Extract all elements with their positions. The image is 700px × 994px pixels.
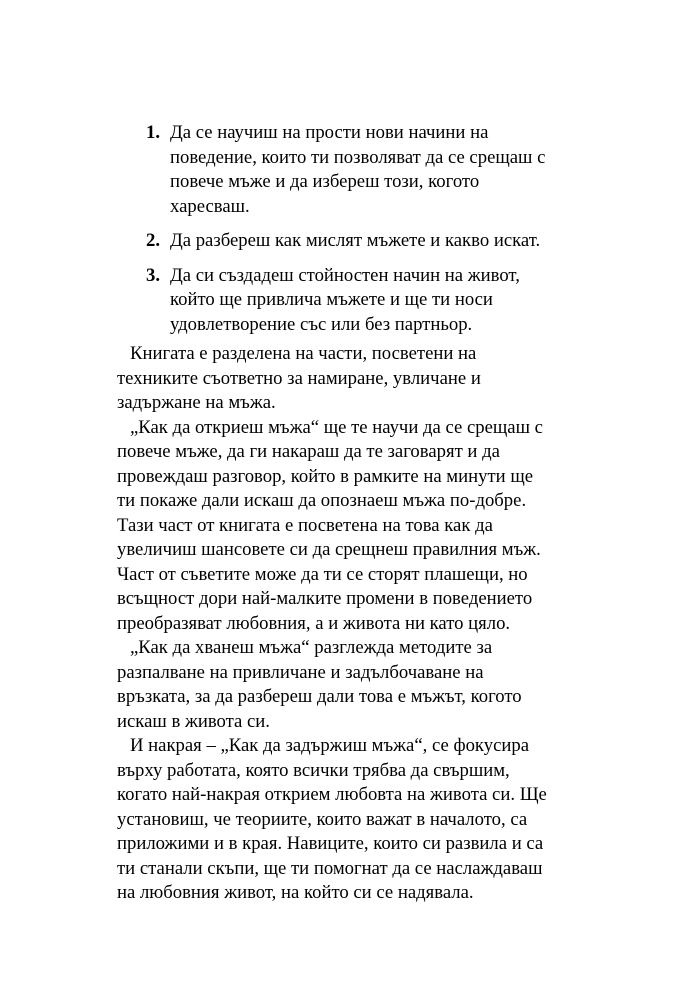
- paragraph-line: ти станали скъпи, ще ти помогнат да се наслаждаваш: [117, 857, 543, 879]
- paragraph-line: Тази част от книгата е посветена на това как да: [117, 514, 493, 536]
- list-item-line: Да разбереш как мислят мъжете и какво искат.: [170, 230, 541, 251]
- list-item-line: харесваш.: [170, 195, 250, 217]
- paragraph-line: преобразяват любовния, а и живота ни като цяло.: [117, 612, 511, 634]
- list-item-line: повече мъже и да избереш този, когото: [170, 171, 480, 192]
- body-paragraph: [117, 342, 597, 416]
- paragraph-line: ти покаже дали искаш да опознаеш мъжа по-добре.: [117, 490, 527, 511]
- list-item-number: 3.: [146, 264, 161, 286]
- body-paragraph: [117, 734, 597, 906]
- paragraph-line: приложими и в края. Навиците, които си развила и са: [117, 833, 544, 854]
- paragraph-line: провеждаш разговор, който в рамките на минути ще: [117, 465, 534, 487]
- list-item-line: поведение, които ти позволяват да се срещаш с: [170, 146, 546, 168]
- paragraph-line: връзката, за да разбереш дали това е мъжът, когото: [117, 686, 522, 707]
- paragraph-line: разпалване на привличане и задълбочаване на: [117, 661, 484, 683]
- paragraph-line: задържане на мъжа.: [117, 392, 276, 413]
- list-item-line: Да се научиш на прости нови начини на: [170, 122, 489, 143]
- paragraph-line: на любовния живот, на който си се надявала.: [117, 882, 474, 903]
- paragraph-line: установиш, че теориите, които важат в началото, са: [117, 808, 528, 830]
- paragraph-line: техниките съответно за намиране, увличане и: [117, 367, 481, 389]
- paragraph-line: повече мъже, да ги накараш да те заговарят и да: [117, 441, 500, 462]
- paragraph-line: всъщност дори най-малките промени в поведението: [117, 588, 533, 609]
- goals-numbered-list: [146, 121, 606, 337]
- paragraph-line: И накрая – „Как да задържиш мъжа“, се фокусира: [130, 735, 530, 756]
- list-item-number: 2.: [146, 230, 161, 251]
- paragraph-line: искаш в живота си.: [117, 710, 270, 732]
- paragraph-line: Част от съветите може да ти се сторят плашещи, но: [117, 563, 528, 585]
- paragraph-line: върху работата, която всички трябва да свършим,: [117, 759, 510, 781]
- list-item-line: Да си създадеш стойностен начин на живот,: [170, 264, 520, 286]
- list-item: [146, 121, 606, 219]
- paragraph-line: увеличиш шансовете си да срещнеш правилния мъж.: [117, 539, 541, 560]
- list-item: [146, 229, 606, 254]
- list-item-line: който ще привлича мъжете и ще ти носи: [170, 289, 493, 310]
- paragraph-line: Книгата е разделена на части, посветени на: [130, 343, 477, 364]
- body-paragraph: [117, 416, 597, 637]
- list-item-number: 1.: [146, 122, 161, 143]
- paragraph-line: „Как да откриеш мъжа“ ще те научи да се срещаш с: [130, 416, 543, 438]
- book-parts-body-text: [117, 342, 597, 906]
- body-paragraph: [117, 636, 597, 734]
- paragraph-line: когато най-накрая открием любовта на живота си. Ще: [117, 784, 547, 805]
- list-item-line: удовлетворение със или без партньор.: [170, 313, 473, 335]
- list-item: [146, 264, 606, 338]
- paragraph-line: „Как да хванеш мъжа“ разглежда методите за: [130, 637, 493, 658]
